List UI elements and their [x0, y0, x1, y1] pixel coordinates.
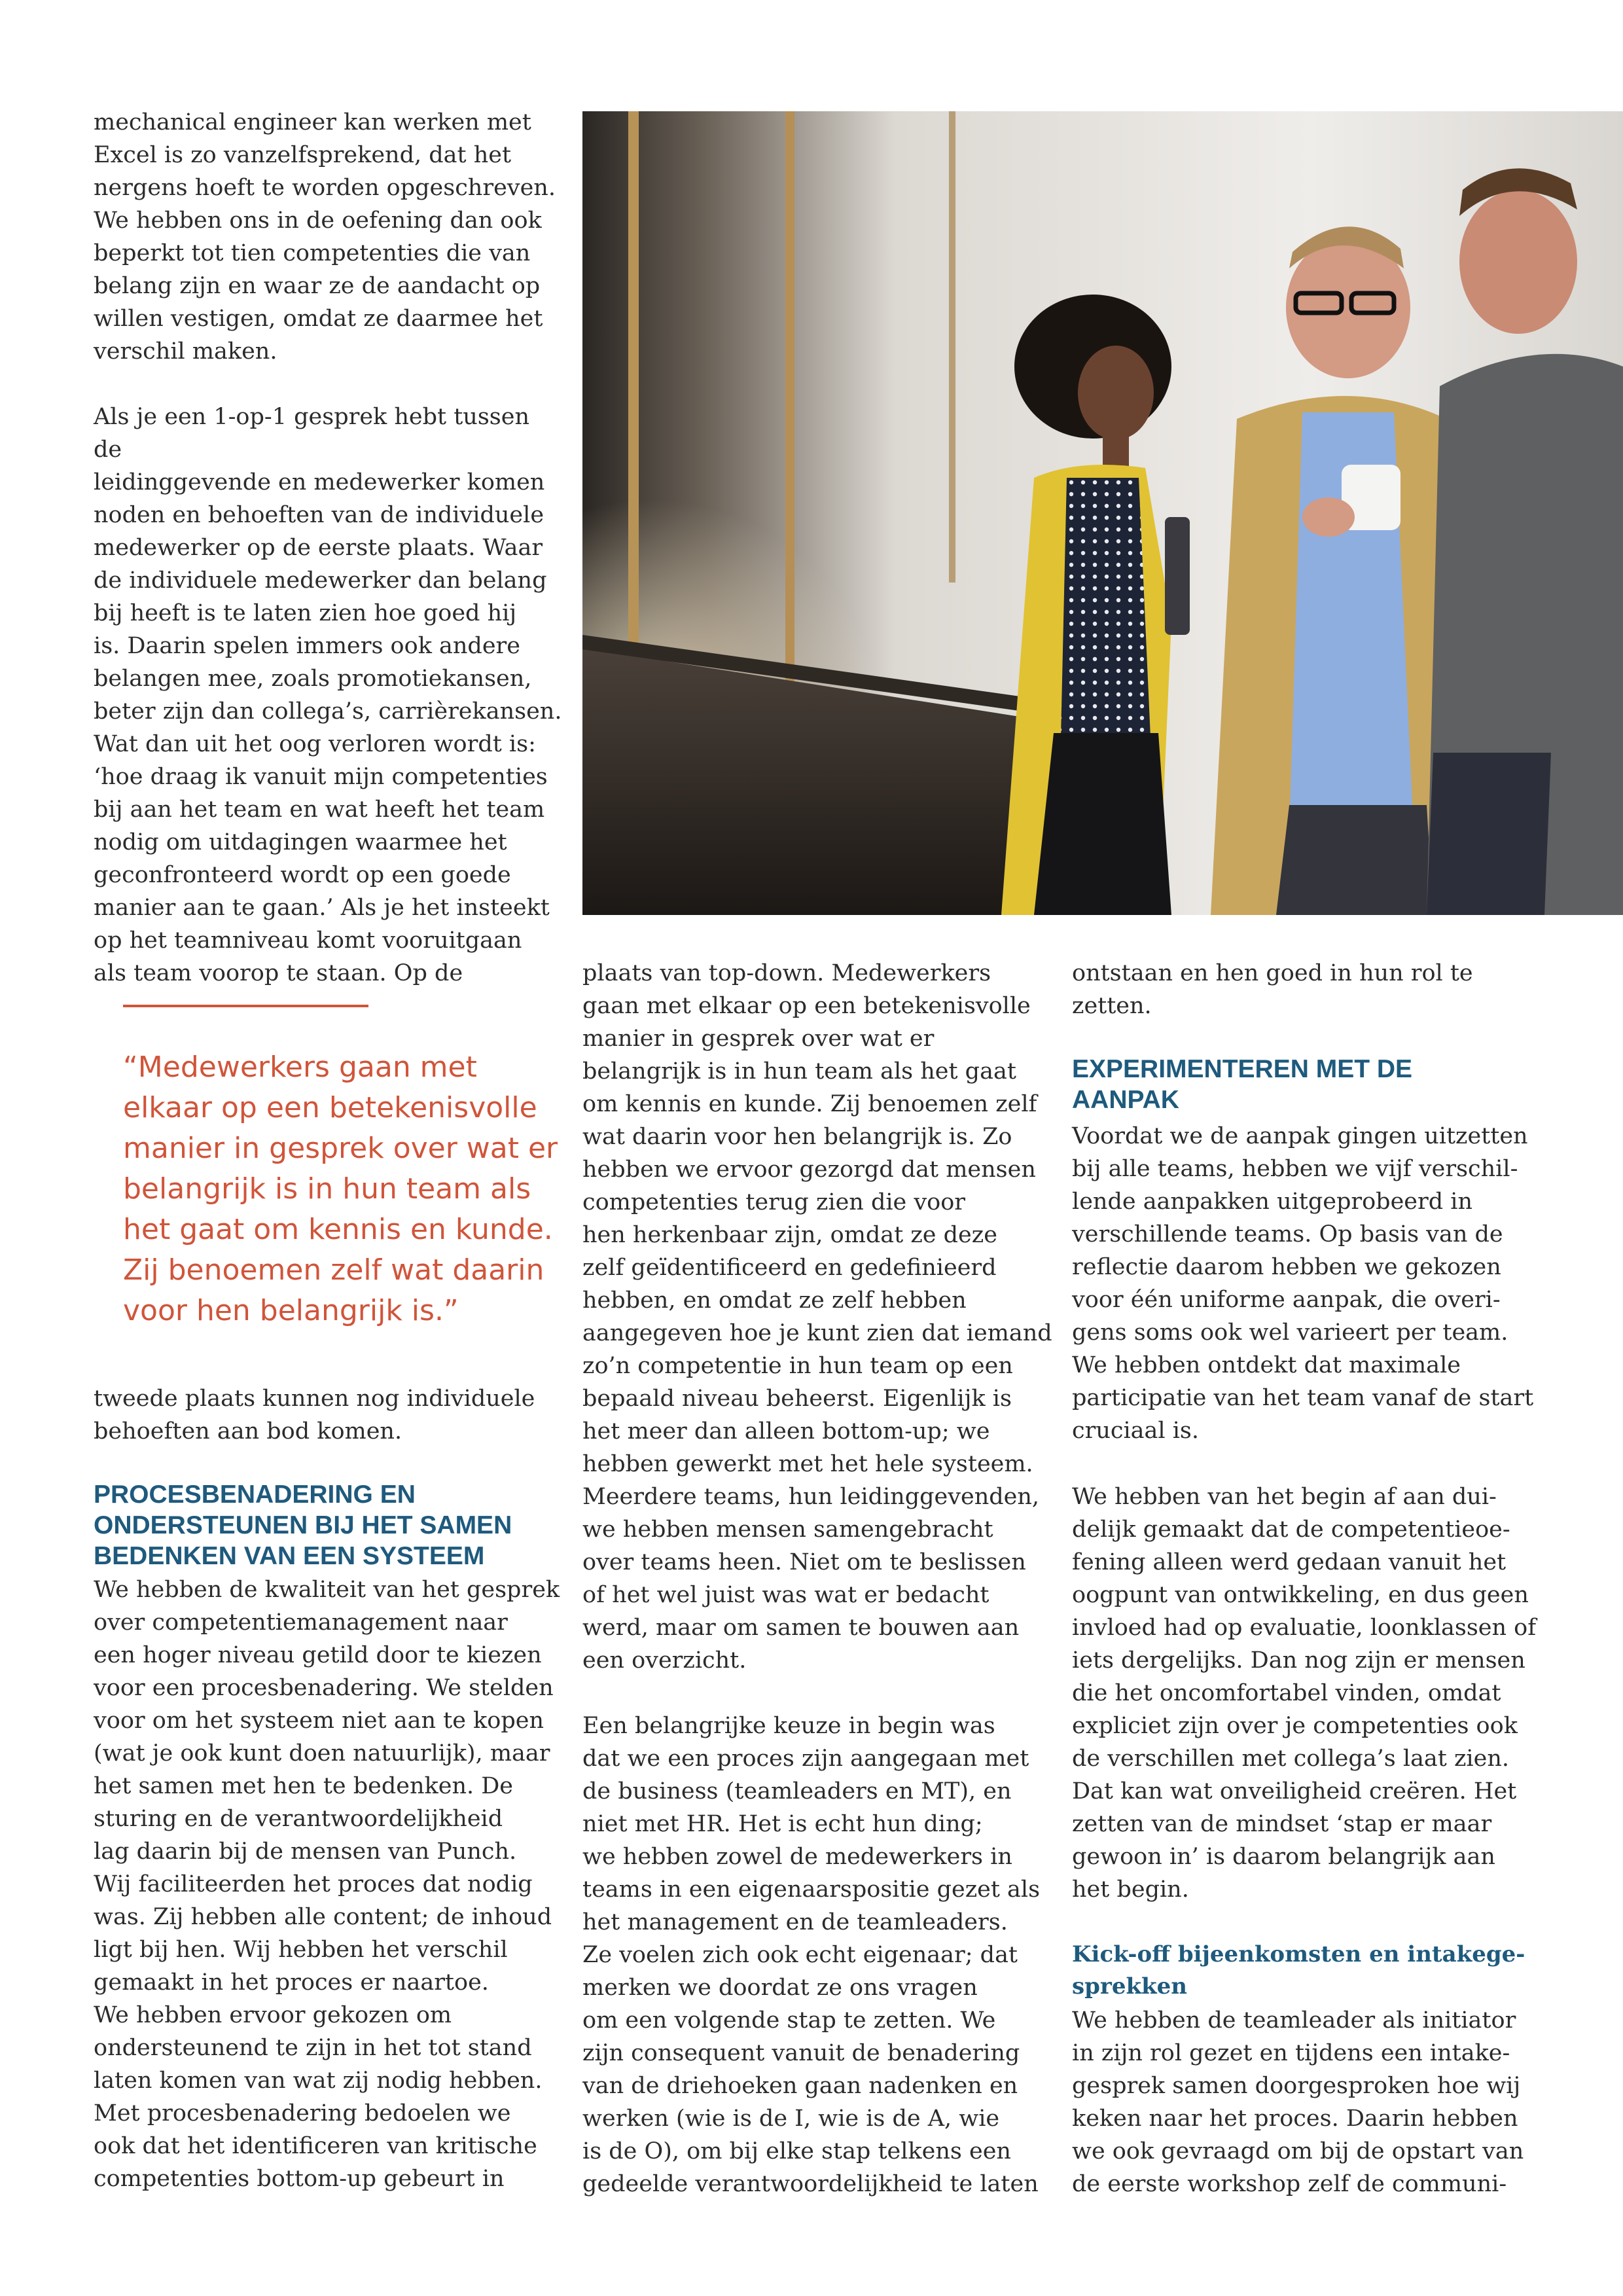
pull-quote: “Medewerkers gaan met elkaar op een betekenisvolle manier in gesprek over wat er belangrijk is in hun team als het gaat om kennis en kunde. Zij benoemen zelf wat daarin voor hen belangrijk is.”: [123, 1050, 558, 1327]
col1-paragraph-3: tweede plaats kunnen nog individuele behoeften aan bod komen.: [94, 1386, 535, 1444]
subheading-kick-off: Kick-off bijeenkomsten en intakege- sprekken: [1072, 1941, 1525, 2000]
col1-paragraph-4: We hebben de kwaliteit van het gesprek over competentiemanagement naar een hoger niveau getild door te kiezen voor een procesbenadering. We stelden voor om het systeem niet aan te kopen (wat je ook kunt doen natuurlijk), maar het samen met hen te bedenken. De sturing en de verantwoordelijkheid lag daarin bij de mensen van Punch. Wij faciliteerden het proces dat nodig was. Zij hebben alle content; de inhoud ligt bij hen. Wij hebben het verschil gemaakt in het proces er naartoe. We hebben ervoor gekozen om ondersteunend te zijn in het tot stand laten komen van wat zij nodig hebben. Met procesbenadering bedoelen we ook dat het identificeren van kritische competenties bottom-up gebeurt in: [94, 1577, 560, 2192]
section-heading-procesbenadering: PROCESBENADERING EN ONDERSTEUNEN BIJ HET SAMEN BEDENKEN VAN EEN SYSTEEM: [94, 1480, 512, 1570]
col2-paragraph-2: Een belangrijke keuze in begin was dat we een proces zijn aangegaan met de business (teamleaders en MT), en niet met HR. Het is echt hun ding; we hebben zowel de medewerkers in teams in een eigenaarspositie gezet als het management en de teamleaders. Ze voelen zich ook echt eigenaar; dat merken we doordat ze ons vragen om een volgende stap te zetten. We zijn consequent vanuit de benadering van de driehoeken gaan nadenken en werken (wie is de I, wie is de A, wie is de O), om bij elke stap telkens een gedeelde verantwoordelijkheid te laten: [582, 1713, 1041, 2197]
col1-paragraph-1: mechanical engineer kan werken met Excel is zo vanzelfsprekend, dat het nergens hoeft te worden opgeschreven. We hebben ons in de oefening dan ook beperkt tot tien competenties die van belang zijn en waar ze de aandacht op willen vestigen, omdat ze daarmee het verschil maken.: [94, 109, 556, 365]
photo-illustration-icon: [582, 111, 1623, 915]
section-heading-experimenteren: EXPERIMENTEREN MET DE AANPAK: [1072, 1055, 1413, 1114]
col3-paragraph-2: Voordat we de aanpak gingen uitzetten bij alle teams, hebben we vijf verschil- lende aanpakken uitgeprobeerd in verschillende teams. Op basis van de reflectie daarom hebben we gekozen voor één uniforme aanpak, die overi- gens soms ook wel varieert per team. We hebben ontdekt dat maximale participatie van het team vanaf de start cruciaal is.: [1072, 1123, 1534, 1444]
col3-paragraph-3: We hebben van het begin af aan dui- delijk gemaakt dat de competentieoe- fening alleen werd gedaan vanuit het oogpunt van ontwikkeling, en dus geen invloed had op evaluatie, loonklassen of iets dergelijks. Dan nog zijn er mensen die het oncomfortabel vinden, omdat expliciet zijn over je competenties ook de verschillen met collega’s laat zien. Dat kan wat onveiligheid creëren. Het zetten van de mindset ‘stap er maar gewoon in’ is daarom belangrijk aan het begin.: [1072, 1484, 1537, 1903]
col2-paragraph-1: plaats van top-down. Medewerkers gaan met elkaar op een betekenisvolle manier in gesprek over wat er belangrijk is in hun team als het gaat om kennis en kunde. Zij benoemen zelf wat daarin voor hen belangrijk is. Zo hebben we ervoor gezorgd dat mensen competenties terug zien die voor hen herkenbaar zijn, omdat ze deze zelf geïdentificeerd en gedefinieerd hebben, en omdat ze zelf hebben aangegeven hoe je kunt zien dat iemand zo’n competentie in hun team op een bepaald niveau beheerst. Eigenlijk is het meer dan alleen bottom-up; we hebben gewerkt met het hele systeem. Meerdere teams, hun leidinggevenden, we hebben mensen samengebracht over teams heen. Niet om te beslissen of het wel juist was wat er bedacht werd, maar om samen te bouwen aan een overzicht.: [582, 960, 1052, 1674]
col3-paragraph-1: ontstaan en hen goed in hun rol te zetten.: [1072, 960, 1473, 1019]
quote-divider: [123, 1005, 368, 1007]
col3-paragraph-4: We hebben de teamleader als initiator in zijn rol gezet en tijdens een intake- gesprek samen doorgesproken hoe wij keken naar het proces. Daarin hebben we ook gevraagd om bij de opstart van de eerste workshop zelf de communi-: [1072, 2007, 1524, 2197]
col1-paragraph-2: Als je een 1-op-1 gesprek hebt tussen de leidinggevende en medewerker komen noden en behoeften van de individuele medewerker op de eerste plaats. Waar de individuele medewerker dan belang bij heeft is te laten zien hoe goed hij is. Daarin spelen immers ook andere belangen mee, zoals promotiekansen, beter zijn dan collega’s, carrièrekansen. Wat dan uit het oog verloren wordt is: ‘hoe draag ik vanuit mijn competenties bij aan het team en wat heeft het team nodig om uitdagingen waarmee het geconfronteerd wordt op een goede manier aan te gaan.’ Als je het insteekt op het teamniveau komt vooruitgaan als team voorop te staan. Op de: [94, 404, 562, 986]
team-photo: [582, 111, 1623, 915]
